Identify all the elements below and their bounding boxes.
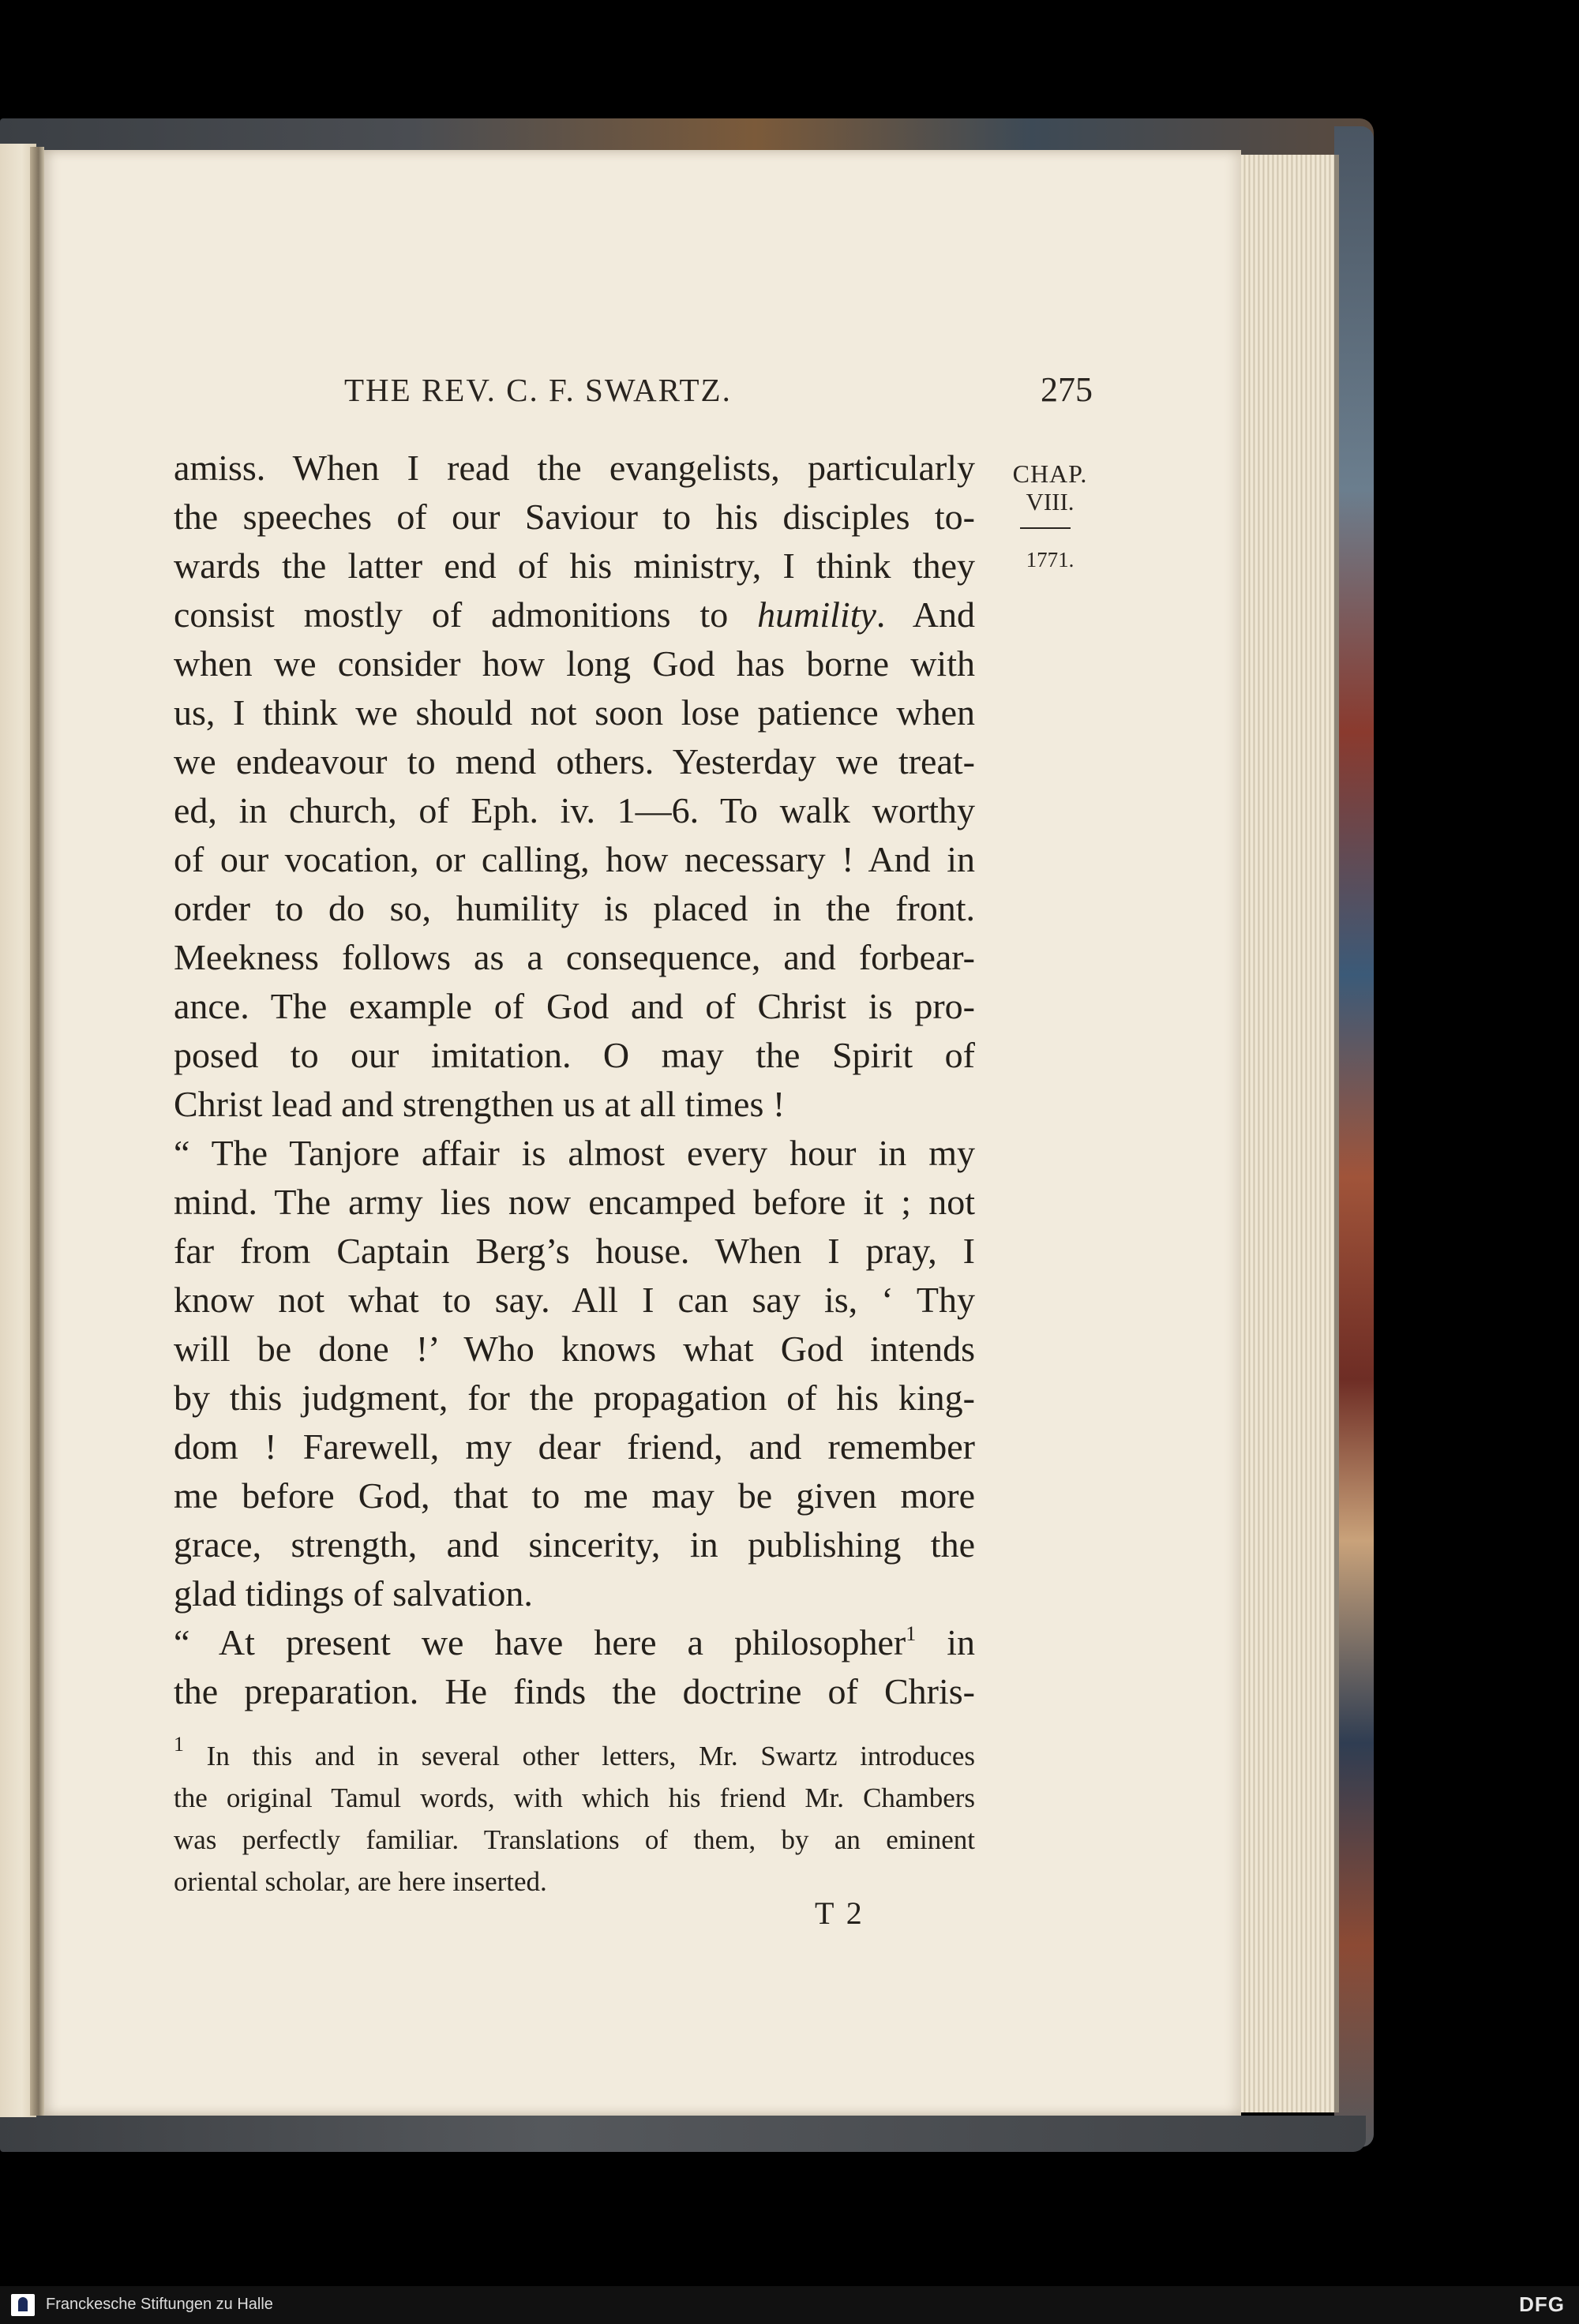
text-line: when we consider how long God has borne with <box>174 643 975 684</box>
text-line: us, I think we should not soon lose patience when <box>174 692 975 733</box>
footnote-reference: 1 <box>906 1622 917 1645</box>
emphasis-humility: humility <box>757 594 876 635</box>
footnote-line: was perfectly familiar. Translations of them, by an eminent <box>174 1824 975 1855</box>
text-line-with-emphasis <box>174 590 975 639</box>
signature-mark: T 2 <box>815 1895 865 1931</box>
page-fore-edge <box>1236 155 1339 2112</box>
text-line: ed, in church, of Eph. iv. 1—6. To walk worthy <box>174 790 975 830</box>
footnote-line: the original Tamul words, with which his friend Mr. Chambers <box>174 1782 975 1813</box>
text-line: mind. The army lies now encamped before it ; not <box>174 1182 975 1222</box>
margin-rule <box>1020 527 1071 529</box>
text-line: grace, strength, and sincerity, in publishing the <box>174 1524 975 1565</box>
dfg-logo: DFG <box>1519 2292 1565 2316</box>
body-text <box>174 444 975 1716</box>
institution-logo-icon <box>11 2294 35 2316</box>
text-line: me before God, that to me may be given more <box>174 1475 975 1516</box>
text-line: the preparation. He finds the doctrine of Chris- <box>174 1671 975 1711</box>
margin-year: 1771. <box>1026 548 1075 572</box>
text-segment: consist mostly of admonitions to <box>174 594 729 635</box>
footnote-line <box>174 1735 975 1777</box>
text-line: order to do so, humility is placed in the front. <box>174 888 975 928</box>
text-line: amiss. When I read the evangelists, particularly <box>174 448 975 488</box>
text-line: by this judgment, for the propagation of his king- <box>174 1378 975 1418</box>
page-number: 275 <box>1041 370 1093 409</box>
margin-chapter-number: VIII. <box>1026 488 1075 515</box>
text-segment: In this and in several other letters, Mr. Swartz introduces <box>206 1741 975 1771</box>
text-line: “ The Tanjore affair is almost every hour in my <box>174 1133 975 1173</box>
text-line-with-footnote-ref <box>174 1618 975 1667</box>
text-line: of our vocation, or calling, how necessary ! And in <box>174 839 975 879</box>
footnotes <box>174 1735 975 1902</box>
text-line: Christ lead and strengthen us at all times ! <box>174 1084 786 1124</box>
institution-name: Franckesche Stiftungen zu Halle <box>46 2296 273 2313</box>
book-cover-marbled-edge <box>1334 126 1374 2147</box>
footnote-line: oriental scholar, are here inserted. <box>174 1866 547 1897</box>
text-line: far from Captain Berg’s house. When I pray, I <box>174 1231 975 1271</box>
text-line: the speeches of our Saviour to his disciples to- <box>174 497 975 537</box>
text-line: will be done !’ Who knows what God intends <box>174 1329 975 1369</box>
running-title: THE REV. C. F. SWARTZ. <box>344 372 732 408</box>
text-segment: . And <box>876 594 976 635</box>
text-line: posed to our imitation. O may the Spirit of <box>174 1035 975 1075</box>
viewer-footer <box>0 2286 1579 2324</box>
margin-chapter-label: CHAP. <box>1012 459 1088 488</box>
text-line: dom ! Farewell, my dear friend, and remember <box>174 1426 975 1467</box>
text-line: know not what to say. All I can say is, ‘ Thy <box>174 1280 975 1320</box>
text-line: glad tidings of salvation. <box>174 1573 533 1614</box>
page-gutter <box>30 147 44 2116</box>
text-line: Meekness follows as a consequence, and forbear- <box>174 937 975 977</box>
text-segment: “ At present we have here a philosopher <box>174 1622 906 1662</box>
book-cover-bottom <box>0 2116 1366 2152</box>
text-line: wards the latter end of his ministry, I think they <box>174 545 975 586</box>
text-line: we endeavour to mend others. Yesterday we treat- <box>174 741 975 782</box>
footnote-marker: 1 <box>174 1733 184 1756</box>
text-segment: in <box>916 1622 976 1662</box>
text-line: ance. The example of God and of Christ is pro- <box>174 986 975 1026</box>
